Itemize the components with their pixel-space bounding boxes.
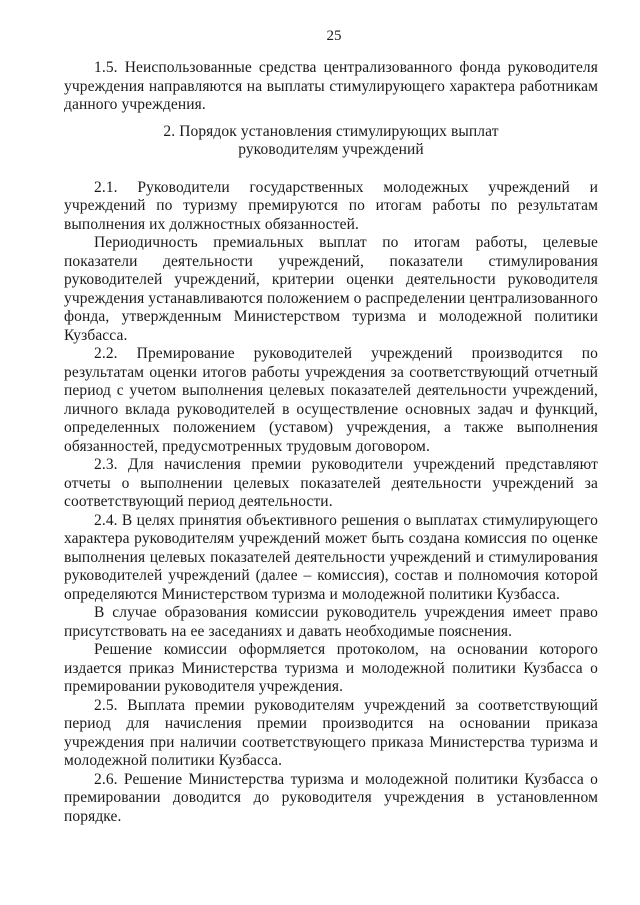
paragraph-2-5: 2.5. Выплата премии руководителям учреждений за соответствующий период для начисления премии производится на основании приказа учреждения при наличии соответствующего приказа Министерства туризма и молодежной политики Кузбасса. [64,696,598,769]
paragraph-2-1: 2.1. Руководители государственных молодежных учреждений и учреждений по туризму премируются по итогам работы по результатам выполнения их должностных обязанностей. [64,178,598,233]
paragraph-periodicity: Периодичность премиальных выплат по итогам работы, целевые показатели деятельности учреждений, показатели стимулирования руководителей учреждений, критерии оценки деятельности руководителя учреждения устанавливаются положением о распределении централизованного фонда, утвержденным Министерством туризма и молодежной политики Кузбасса. [64,234,598,344]
paragraph-commission-rights: В случае образования комиссии руководитель учреждения имеет право присутствовать на ее заседаниях и давать необходимые пояснения. [64,604,598,640]
paragraph-1-5: 1.5. Неиспользованные средства централизованного фонда руководителя учреждения направляются на выплаты стимулирующего характера работникам данного учреждения. [64,59,598,113]
page-number: 25 [326,28,342,44]
section-heading [64,123,598,160]
paragraph-2-6: 2.6. Решение Министерства туризма и молодежной политики Кузбасса о премировании доводится до руководителя учреждения в установленном порядке. [64,770,598,825]
paragraph-2-4: 2.4. В целях принятия объективного решения о выплатах стимулирующего характера руководителям учреждений может быть создана комиссия по оценке выполнения целевых показателей деятельности учреждений и стимулирования руководителей учреждений (далее – комиссия), состав и полномочия которой определяются Министерством туризма и молодежной политики Кузбасса. [64,511,598,603]
section-heading-line-1: 2. Порядок установления стимулирующих выплат [163,122,499,140]
paragraph-commission-decision: Решение комиссии оформляется протоколом, на основании которого издается приказ Министерства туризма и молодежной политики Кузбасса о премировании руководителя учреждения. [64,641,598,695]
paragraph-2-3: 2.3. Для начисления премии руководители учреждений представляют отчеты о выполнении целевых показателей деятельности учреждений за соответствующий период деятельности. [64,456,598,510]
paragraph-2-2: 2.2. Премирование руководителей учреждений производится по результатам оценки итогов работы учреждения за соответствующий отчетный период с учетом выполнения целевых показателей деятельности учреждений, личного вклада руководителей в осуществление основных задач и функций, определенных положением (уставом) учреждения, а также выполнения обязанностей, предусмотренных трудовым договором. [64,345,598,455]
section-heading-line-2: руководителям учреждений [238,141,424,158]
document-body [64,59,598,826]
